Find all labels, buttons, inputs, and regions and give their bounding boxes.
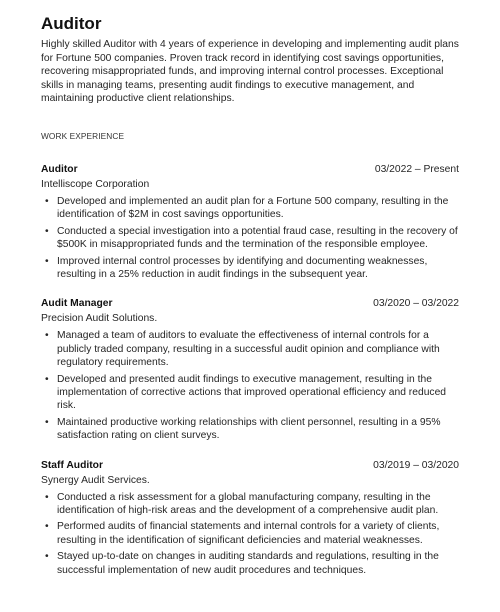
bullet-dot-icon: • — [45, 255, 49, 267]
job-header — [41, 163, 459, 177]
job-bullet-text: Conducted a special investigation into a potential fraud case, resulting in the recovery of $500K in misappropriated funds and the termination of the responsible employee. — [57, 225, 458, 251]
job-entry — [41, 459, 459, 577]
bullet-dot-icon: • — [45, 195, 49, 207]
job-header — [41, 297, 459, 311]
job-bullet-text: Managed a team of auditors to evaluate the effectiveness of internal controls for a publicly traded company, resulting in a successful audit opinion and compliance with regulatory requirements. — [57, 330, 440, 369]
bullet-dot-icon: • — [45, 330, 49, 342]
resume-summary: Highly skilled Auditor with 4 years of experience in developing and implementing audit plans for Fortune 500 companies. Proven track record in identifying cost savings opportunities, recovering misappropriated funds, and improving internal control processes. Exceptional skills in managing teams, presenting audit findings to executive management, and maintaining productive client relationships. — [41, 39, 459, 105]
job-bullet — [41, 550, 459, 577]
job-bullet-text: Performed audits of financial statements and internal controls for a variety of clients, resulting in the identification of significant deficiencies and material weaknesses. — [57, 521, 440, 546]
bullet-dot-icon: • — [45, 225, 49, 237]
resume-name: Auditor — [41, 14, 102, 33]
job-bullet — [41, 416, 459, 443]
job-bullet-text: Maintained productive working relationships with client personnel, resulting in a 95% satisfaction rating on client surveys. — [57, 416, 441, 442]
job-bullet-text: Stayed up-to-date on changes in auditing standards and regulations, resulting in the successful implementation of new audit procedures and techniques. — [57, 551, 439, 576]
bullet-dot-icon: • — [45, 373, 49, 385]
bullet-dot-icon: • — [45, 551, 49, 563]
job-entry — [41, 297, 459, 442]
job-bullet-text: Developed and presented audit findings to executive management, resulting in the implementation of corrective actions that improved operational efficiency and reduced risk. — [57, 373, 447, 412]
job-bullet — [41, 373, 459, 413]
job-bullet-text: Conducted a risk assessment for a global manufacturing company, resulting in the identification of high-risk areas and the development of a comprehensive audit plan. — [57, 491, 439, 517]
job-bullet — [41, 195, 459, 222]
bullet-dot-icon: • — [45, 491, 49, 503]
job-bullet — [41, 255, 459, 282]
job-bullet-text: Developed and implemented an audit plan for a Fortune 500 company, resulting in the identification of $2M in cost savings opportunities. — [57, 195, 449, 221]
job-bullets — [41, 329, 459, 442]
job-company: Intelliscope Corporation — [41, 178, 150, 190]
job-bullet — [41, 329, 459, 369]
job-bullets — [41, 491, 459, 577]
job-entry — [41, 163, 459, 281]
job-dates: 03/2022 – Present — [374, 163, 459, 175]
bullet-dot-icon: • — [45, 416, 49, 428]
section-title-work-experience: WORK EXPERIENCE — [41, 130, 125, 141]
job-dates: 03/2019 – 03/2020 — [373, 459, 459, 471]
job-title: Audit Manager — [41, 298, 113, 310]
job-header — [41, 459, 459, 473]
job-bullet — [41, 520, 459, 547]
job-company: Precision Audit Solutions. — [41, 313, 158, 325]
job-dates: 03/2020 – 03/2022 — [373, 298, 459, 310]
job-bullet — [41, 491, 459, 518]
bullet-dot-icon: • — [45, 521, 49, 533]
job-company: Synergy Audit Services. — [41, 474, 150, 486]
job-bullet — [41, 225, 459, 252]
job-title: Auditor — [41, 163, 78, 175]
job-bullets — [41, 195, 459, 281]
job-bullet-text: Improved internal control processes by identifying and documenting weaknesses, resulting in a 25% reduction in audit findings in the subsequent year. — [57, 255, 428, 280]
job-title: Staff Auditor — [41, 459, 103, 471]
